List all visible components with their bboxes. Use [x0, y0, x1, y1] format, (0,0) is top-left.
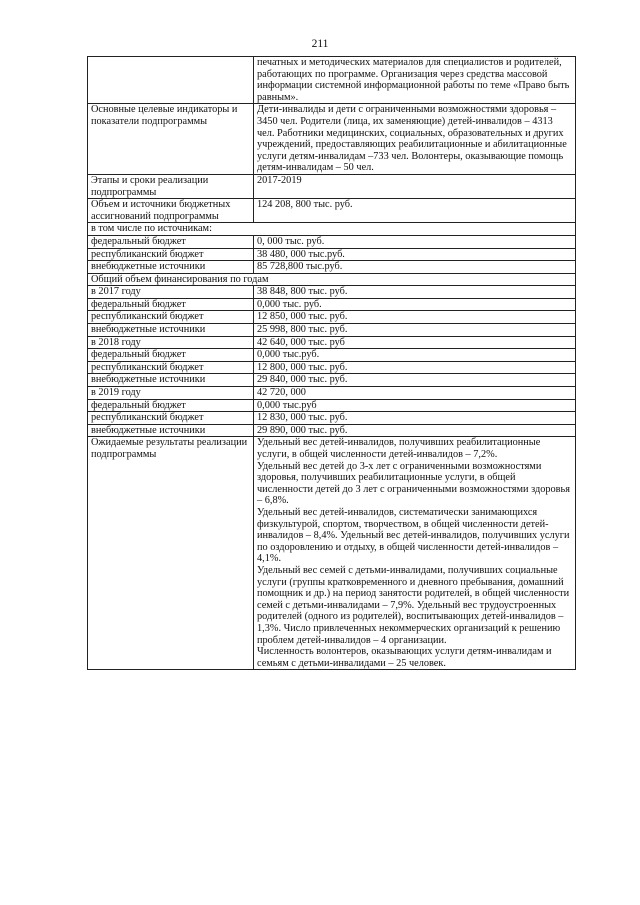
value-cell	[254, 374, 576, 387]
value-cell	[254, 361, 576, 374]
row-stages	[88, 174, 576, 198]
table-body	[88, 57, 576, 670]
row-2018-extrabudget	[88, 374, 576, 387]
value-paragraph: 38 848, 800 тыс. руб.	[257, 286, 348, 298]
row-federal	[88, 235, 576, 248]
label-cell: республиканский бюджет	[88, 412, 254, 425]
section-heading-cell: в том числе по источникам:	[88, 223, 576, 236]
value-cell	[254, 298, 576, 311]
row-republican	[88, 248, 576, 261]
value-paragraph: Удельный вес семей с детьми-инвалидами, получивших социальные услуги (группы кратковременного и дневного пребывания, домашний помощник и др.) на период занятости родителей, в общей численности семей с детьми-инвалидами – 7,9%. Удельный вес трудоустроенных родителей (одного из родителей), воспитывающих детей-инвалидов –1,3%. Число привлеченных некоммерческих организаций к решению проблем детей-инвалидов – 4 организации.	[257, 564, 570, 646]
program-passport-table	[87, 56, 576, 670]
row-total-by-years	[88, 273, 576, 286]
value-cell	[254, 336, 576, 349]
value-cell	[254, 424, 576, 437]
label-cell: внебюджетные источники	[88, 261, 254, 274]
value-paragraph: печатных и методических материалов для специалистов и родителей, работающих по программе. Организация через средства массовой информации системной информационной работы по теме «Право быть равным».	[257, 57, 570, 103]
label-cell: федеральный бюджет	[88, 349, 254, 362]
row-2018-federal	[88, 349, 576, 362]
row-2019	[88, 387, 576, 400]
row-2018-republican	[88, 361, 576, 374]
label-cell	[88, 57, 254, 104]
value-cell	[254, 387, 576, 400]
value-paragraph: 38 480, 000 тыс.руб.	[257, 248, 345, 260]
row-2018	[88, 336, 576, 349]
label-cell: Объем и источники бюджетных ассигнований подпрограммы	[88, 199, 254, 223]
value-paragraph: Удельный вес детей-инвалидов, систематически занимающихся физкультурой, спортом, творчеством, в общей численности детей-инвалидов – 8,4%. Удельный вес детей-инвалидов, получивших услуги по оздоровлению и отдыху, в общей численности детей-инвалидов – 4,1%.	[257, 506, 570, 565]
label-cell: внебюджетные источники	[88, 324, 254, 337]
label-cell: республиканский бюджет	[88, 361, 254, 374]
row-volume	[88, 199, 576, 223]
row-continuation	[88, 57, 576, 104]
row-including	[88, 223, 576, 236]
value-cell	[254, 324, 576, 337]
row-2017-federal	[88, 298, 576, 311]
label-cell: федеральный бюджет	[88, 399, 254, 412]
value-paragraph: 85 728,800 тыс.руб.	[257, 261, 343, 273]
label-cell: республиканский бюджет	[88, 248, 254, 261]
row-indicators	[88, 104, 576, 175]
value-paragraph: 0,000 тыс. руб.	[257, 298, 322, 310]
value-paragraph: Численность волонтеров, оказывающих услуги детям-инвалидам и семьям с детьми-инвалидами – 25 человек.	[257, 646, 552, 669]
section-heading-cell: Общий объем финансирования по годам	[88, 273, 576, 286]
row-2019-republican	[88, 412, 576, 425]
value-cell	[254, 412, 576, 425]
value-cell	[254, 437, 576, 670]
value-cell	[254, 286, 576, 299]
value-paragraph: 42 720, 000	[257, 387, 306, 399]
value-cell	[254, 261, 576, 274]
value-cell	[254, 104, 576, 175]
label-cell: республиканский бюджет	[88, 311, 254, 324]
label-cell: федеральный бюджет	[88, 298, 254, 311]
value-paragraph: 29 840, 000 тыс. руб.	[257, 374, 348, 386]
value-paragraph: 25 998, 800 тыс. руб.	[257, 324, 348, 336]
value-cell	[254, 311, 576, 324]
value-cell	[254, 57, 576, 104]
value-paragraph: 12 800, 000 тыс. руб.	[257, 361, 348, 373]
label-cell: федеральный бюджет	[88, 235, 254, 248]
label-cell: Этапы и сроки реализации подпрограммы	[88, 174, 254, 198]
row-2017	[88, 286, 576, 299]
label-cell: в 2019 году	[88, 387, 254, 400]
row-2017-extrabudget	[88, 324, 576, 337]
label-cell: Основные целевые индикаторы и показатели подпрограммы	[88, 104, 254, 175]
label-cell: Ожидаемые результаты реализации подпрограммы	[88, 437, 254, 670]
value-cell	[254, 399, 576, 412]
page-number: 211	[311, 38, 329, 50]
value-paragraph: 12 850, 000 тыс. руб.	[257, 311, 348, 323]
value-paragraph: Удельный вес детей до 3-х лет с ограниченными возможностями здоровья, получивших реабилитационные услуги, в общей численности детей до 3 лет с ограниченными возможностями здоровья – 6,8%.	[257, 460, 570, 507]
row-extrabudget	[88, 261, 576, 274]
label-cell: в 2018 году	[88, 336, 254, 349]
value-cell	[254, 174, 576, 198]
value-paragraph: 0,000 тыс.руб	[257, 399, 317, 411]
row-expected-results	[88, 437, 576, 670]
value-paragraph: 0,000 тыс.руб.	[257, 349, 320, 361]
row-2019-federal	[88, 399, 576, 412]
label-cell: внебюджетные источники	[88, 374, 254, 387]
value-paragraph: 12 830, 000 тыс. руб.	[257, 412, 348, 424]
value-cell	[254, 349, 576, 362]
row-2017-republican	[88, 311, 576, 324]
value-paragraph: Удельный вес детей-инвалидов, получивших реабилитационные услуги, в общей численности детей-инвалидов – 7,2%.	[257, 437, 541, 460]
value-cell	[254, 235, 576, 248]
value-paragraph: 29 890, 000 тыс. руб.	[257, 424, 348, 436]
value-cell	[254, 199, 576, 223]
label-cell: внебюджетные источники	[88, 424, 254, 437]
value-cell	[254, 248, 576, 261]
value-paragraph: 0, 000 тыс. руб.	[257, 235, 325, 247]
value-paragraph: 42 640, 000 тыс. руб	[257, 336, 345, 348]
value-paragraph: Дети-инвалиды и дети с ограниченными возможностями здоровья – 3450 чел. Родители (лица, их заменяющие) детей-инвалидов – 4313 чел. Работники медицинских, социальных, образовательных и других учреждений, предоставляющих реабилитационные и абилитационные услуги детям-инвалидам –733 чел. Волонтеры, оказывающие помощь детям-инвалидам – 50 чел.	[257, 104, 567, 174]
value-paragraph: 2017-2019	[257, 174, 302, 186]
row-2019-extrabudget	[88, 424, 576, 437]
label-cell: в 2017 году	[88, 286, 254, 299]
value-paragraph: 124 208, 800 тыс. руб.	[257, 199, 353, 211]
